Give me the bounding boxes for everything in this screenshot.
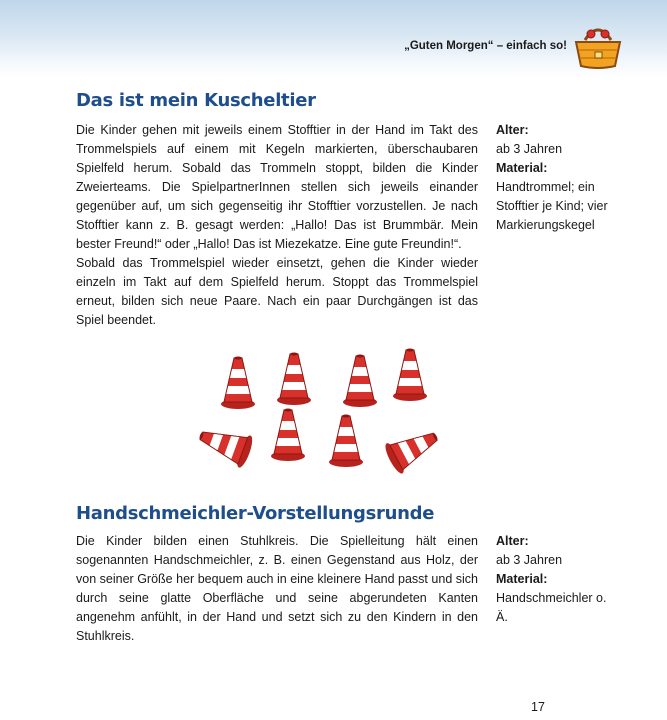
picnic-basket-icon [571, 22, 625, 70]
paragraph: Sobald das Trommelspiel wieder einsetzt, gehen die Kinder wieder einzeln im Takt auf dem Spielfeld herum. Stoppt das Trommelspiel erneut, bilden sich neue Paare. Nach ein paar Durchgängen ist das Spiel beendet. [76, 256, 478, 327]
section-title-kuscheltier: Das ist mein Kuscheltier [76, 90, 316, 111]
age-value: ab 3 Jahren [496, 553, 563, 567]
section-body-handschmeichler [76, 532, 478, 646]
age-label: Alter: [496, 534, 529, 548]
age-label: Alter: [496, 123, 529, 137]
header-band [0, 0, 667, 78]
material-value: Handtrommel; ein Stofftier je Kind; vier Markierungskegel [496, 180, 608, 232]
material-label: Material: [496, 161, 548, 175]
traffic-cones-icon [188, 348, 458, 478]
page-number: 17 [531, 700, 545, 714]
paragraph: Die Kinder gehen mit jeweils einem Stofftier in der Hand im Takt des Trommelspiels auf einem mit Kegeln markierten, überschaubaren Spielfeld herum. Sobald das Trommeln stoppt, bilden die Kinder Zweierteams. Die SpielpartnerInnen stellen sich jeweils einander gegenüber auf, um sich gegenseitig ihr Stofftier vorzustellen. Je nach Stofftier kann z. B. gesagt werden: „Hallo! Das ist Brummbär. Mein bester Freund!“ oder „Hallo! Das ist Miezekatze. Eine gute Freundin!“. [76, 123, 478, 251]
paragraph: Die Kinder bilden einen Stuhlkreis. Die Spielleitung hält einen sogenannten Handschmeichler, z. B. einen Gegenstand aus Holz, der von seiner Größe her bequem auch in eine kleinere Hand passt und sich durch seine glatte Oberfläche und seine abgerundeten Kanten angenehm anfühlt, in der Hand und setzt sich zu den Kindern in den Stuhlkreis. [76, 534, 478, 643]
section-title-handschmeichler: Handschmeichler-Vorstellungsrunde [76, 503, 435, 524]
sidebar-info-handschmeichler [496, 532, 614, 627]
material-label: Material: [496, 572, 548, 586]
running-title: „Guten Morgen“ – einfach so! [404, 40, 567, 52]
material-value: Handschmeichler o. Ä. [496, 591, 607, 624]
sidebar-info-kuscheltier [496, 121, 626, 235]
section-body-kuscheltier [76, 121, 478, 330]
age-value: ab 3 Jahren [496, 142, 563, 156]
